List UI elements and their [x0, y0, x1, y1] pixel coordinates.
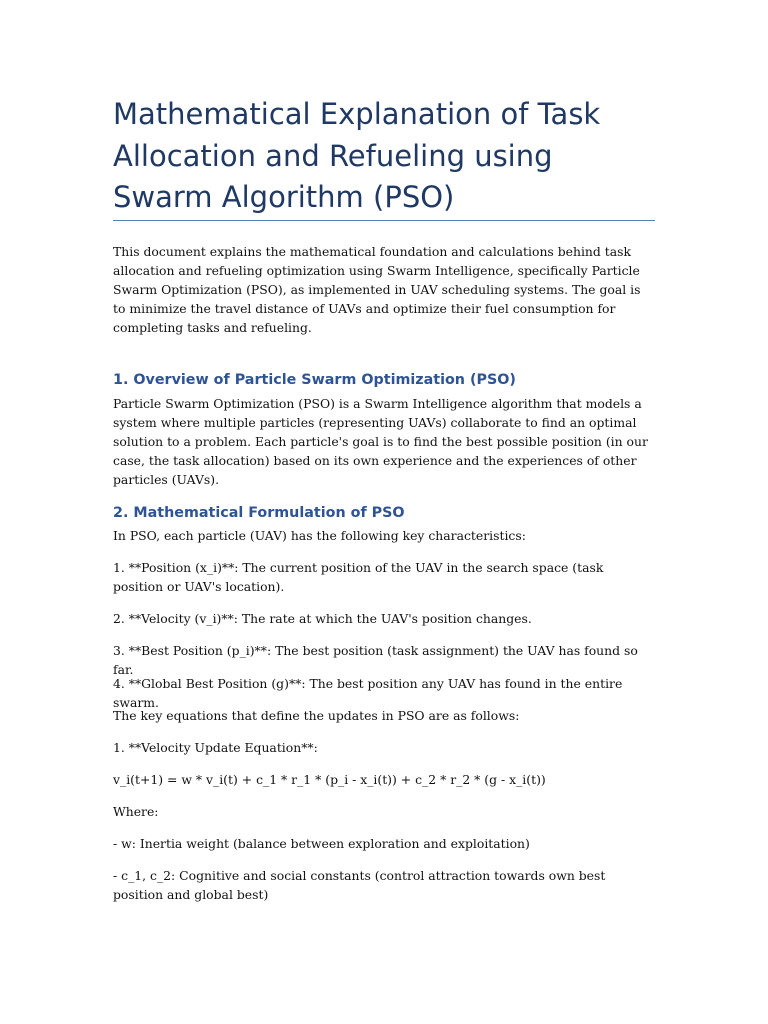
intro-paragraph: This document explains the mathematical foundation and calculations behind task allocation and refueling optimization using Swarm Intelligence, specifically Particle Swarm Optimization (PSO), as implemented in UAV scheduling systems. The goal is to minimize the travel distance of UAVs and optimize their fuel consumption for completing tasks and refueling. — [113, 244, 641, 335]
section-1-body: Particle Swarm Optimization (PSO) is a Swarm Intelligence algorithm that models a system where multiple particles (representing UAVs) collaborate to find an optimal solution to a problem. Each particle's goal is to find the best possible position (in our case, the task allocation) based on its own experience and the experiences of other particles (UAVs). — [113, 396, 648, 487]
velocity-equation-label: 1. **Velocity Update Equation**: — [113, 740, 318, 755]
where-label: Where: — [113, 804, 159, 819]
list-item-position: 1. **Position (x_i)**: The current position of the UAV in the search space (task position or UAV's location). — [113, 560, 604, 594]
list-item-global-best: 4. **Global Best Position (g)**: The best position any UAV has found in the entire swarm. — [113, 676, 623, 710]
list-item-velocity: 2. **Velocity (v_i)**: The rate at which the UAV's position changes. — [113, 611, 532, 626]
velocity-equation: v_i(t+1) = w * v_i(t) + c_1 * r_1 * (p_i - x_i(t)) + c_2 * r_2 * (g - x_i(t)) — [113, 772, 546, 787]
definition-inertia-weight: - w: Inertia weight (balance between exploration and exploitation) — [113, 836, 530, 851]
list-item-best-position: 3. **Best Position (p_i)**: The best position (task assignment) the UAV has found so far. — [113, 643, 638, 677]
definition-constants: - c_1, c_2: Cognitive and social constants (control attraction towards own best position and global best) — [113, 868, 606, 902]
section-1-heading: 1. Overview of Particle Swarm Optimization (PSO) — [113, 372, 516, 388]
equations-lead: The key equations that define the updates in PSO are as follows: — [113, 708, 520, 723]
section-2-heading: 2. Mathematical Formulation of PSO — [113, 505, 405, 521]
title-divider — [113, 220, 655, 221]
section-2-lead: In PSO, each particle (UAV) has the following key characteristics: — [113, 528, 526, 543]
document-title: Mathematical Explanation of Task Allocation and Refueling using Swarm Algorithm (PSO) — [113, 97, 601, 214]
